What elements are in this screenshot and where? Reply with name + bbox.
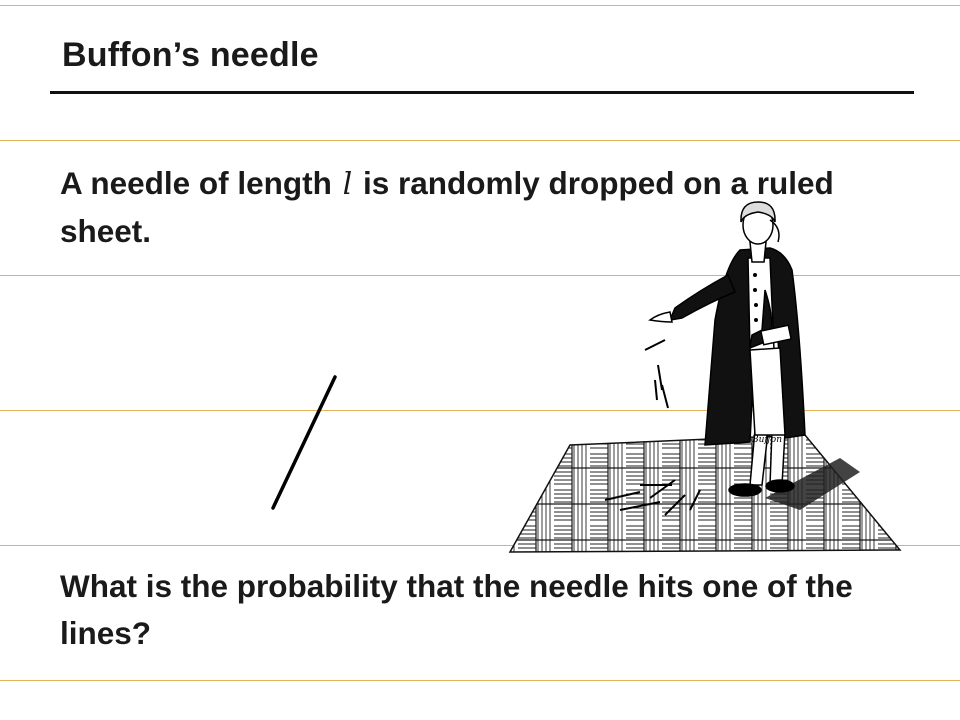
statement-text-end: is randomly dropped on a ruled sheet. — [60, 165, 834, 249]
parquet-floor — [510, 435, 900, 552]
falling-needles — [645, 340, 668, 408]
length-variable: l — [342, 167, 353, 202]
slide-title: Buffon’s needle — [62, 36, 319, 74]
buffon-illustration — [500, 180, 920, 560]
signature-label: Buffon — [752, 435, 783, 445]
statement-text-start: A needle of length — [60, 165, 341, 201]
question-text: What is the probability that the needle hits one of the lines? — [60, 568, 853, 651]
needle — [273, 377, 335, 508]
